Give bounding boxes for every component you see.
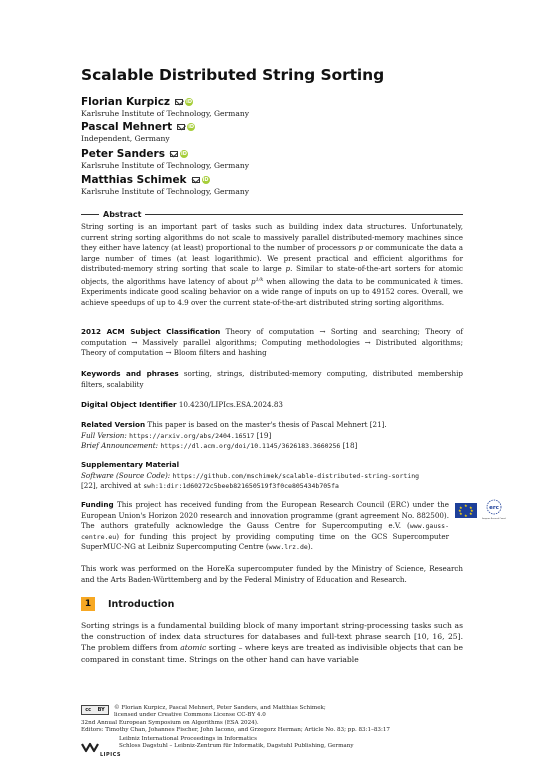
section-title: Introduction bbox=[108, 598, 175, 610]
related-version: Related Version This paper is based on the master's thesis of Pascal Mehnert [21]. Full Version: https://arxiv.org/abs/2404.16517 [19] Brief Announcement: https://dl.acm.org/doi/10.1145/3626183.3660256 [18] bbox=[81, 420, 387, 450]
divider bbox=[145, 214, 463, 215]
section-number: 1 bbox=[81, 597, 95, 611]
footer-conference: 32nd Annual European Symposium on Algorithms (ESA 2024). Editors: Timothy Chan, Johannes Fischer, John Iacono, and Grzegorz Herman; Article No. 83; pp. 83:1–83:17 bbox=[81, 720, 390, 733]
orcid-icon[interactable]: iD bbox=[202, 177, 209, 183]
brief-announcement-link[interactable]: https://dl.acm.org/doi/10.1145/3626183.3660256 bbox=[160, 442, 341, 450]
doi bbox=[81, 400, 463, 411]
abstract-label: Abstract bbox=[103, 209, 142, 219]
funding-extra: This work was performed on the HoreKa supercomputer funded by the Ministry of Science, Research and the Arts Baden-Württemberg and by the Federal Ministry of Education and Research. bbox=[81, 564, 463, 584]
supplementary-label: Supplementary Material bbox=[81, 460, 180, 469]
acm-classification: 2012 ACM Subject Classification Theory of computation → Sorting and searching; Theory of computation → Massively parallel algorithms; Computing methodologies → Distributed algorithms; Theory of computation → Bloom filters and hashing bbox=[81, 327, 463, 357]
doi-label: Digital Object Identifier bbox=[81, 400, 177, 409]
author-name: Florian Kurpicz bbox=[81, 96, 171, 108]
erc-logo-text: erc bbox=[489, 505, 499, 511]
related-label: Related Version bbox=[81, 420, 146, 429]
erc-logo-subtext: European Research Council bbox=[482, 518, 506, 520]
email-icon[interactable] bbox=[170, 151, 178, 157]
author-affiliation: Independent, Germany bbox=[81, 134, 170, 143]
acm-label: 2012 ACM Subject Classification bbox=[81, 327, 221, 336]
orcid-icon[interactable]: iD bbox=[181, 151, 187, 157]
keywords-label: Keywords and phrases bbox=[81, 369, 179, 378]
paper-title: Scalable Distributed String Sorting bbox=[81, 66, 385, 84]
author-name: Peter Sanders bbox=[81, 148, 165, 160]
orcid-icon[interactable]: iD bbox=[186, 99, 192, 105]
author-affiliation: Karlsruhe Institute of Technology, Germany bbox=[81, 187, 250, 196]
introduction-text: Sorting strings is a fundamental building block of many important string-processing tasks such as the construction of index data structures for databases and full-text phrase search [10, 16, 25]. The problem differs from atomic sorting – where keys are treated as indivisible objects that can be compared in constant time. Strings on the other hand can have variable bbox=[81, 621, 463, 664]
funding: Funding This project has received funding from the European Research Council (ERC) under the European Union's Horizon 2020 research and innovation programme (grant agreement No. 882500). The authors gratefully acknowledge the Gauss Centre for Supercomputing e.V. (www.gauss-centre.eu) for funding this project by providing computing time on the GCS Supercomputer SuperMUC-NG at Leibniz Supercomputing Centre (www.lrz.de). bbox=[81, 500, 449, 551]
email-icon[interactable] bbox=[177, 124, 185, 130]
section-heading bbox=[81, 597, 174, 611]
author-block bbox=[81, 174, 249, 196]
lrz-link[interactable]: www.lrz.de bbox=[268, 543, 308, 551]
swh-link[interactable]: swh:1:dir:1d60272c5beeb821650519f3f0ce805434b705fa bbox=[143, 482, 339, 490]
footer-copyright: © Florian Kurpicz, Pascal Mehnert, Peter Sanders, and Matthias Schimek; licensed under Creative Commons License CC-BY 4.0 bbox=[114, 705, 326, 718]
lipics-label: LIPICS bbox=[100, 752, 121, 758]
author-name: Matthias Schimek bbox=[81, 174, 187, 186]
cc-by-license-icon[interactable] bbox=[81, 705, 109, 715]
author-affiliation: Karlsruhe Institute of Technology, Germany bbox=[81, 109, 250, 118]
orcid-icon[interactable]: iD bbox=[188, 124, 195, 130]
abstract-text: String sorting is an important part of tasks such as building index data structures. Unfortunately, current string sorting algorithms do not scale to massively parallel distributed-memory machines since they either have latency (at least) proportional to the number of processors p or communicate the data a large number of times (at least logarithmic). We present practical and efficient algorithms for distributed-memory string sorting that scale to large p. Similar to state-of-the-art sorters for atomic objects, the algorithms have latency of about $p^{1/k}$ when allowing the data to be communicated k times. Experiments indicate good scaling behavior on a wide range of inputs on up to 49152 cores. Overall, we achieve speedups of up to 4.9 over the current state-of-the-art distributed string sorting algorithms. bbox=[81, 222, 463, 307]
erc-logo-icon bbox=[482, 498, 506, 522]
author-name: Pascal Mehnert bbox=[81, 121, 173, 133]
email-icon[interactable] bbox=[175, 99, 183, 105]
by-icon: BY bbox=[97, 707, 105, 713]
supplementary-material: Supplementary Material Software (Source Code): https://github.com/mschimek/scalable-distributed-string-sorting [22], archived at swh:1:dir:1d60272c5beeb821650519f3f0ce805434b705fa bbox=[81, 460, 420, 490]
divider bbox=[81, 214, 99, 215]
gauss-link[interactable]: www.gauss-centre.eu bbox=[81, 522, 449, 541]
keywords: Keywords and phrases sorting, strings, distributed-memory computing, distributed membership filters, scalability bbox=[81, 369, 463, 389]
author-block bbox=[81, 96, 249, 118]
funding-label: Funding bbox=[81, 500, 114, 509]
source-code-link[interactable]: https://github.com/mschimek/scalable-distributed-string-sorting bbox=[172, 471, 420, 480]
doi-link[interactable]: 10.4230/LIPIcs.ESA.2024.83 bbox=[178, 400, 283, 409]
author-block bbox=[81, 148, 249, 170]
email-icon[interactable] bbox=[192, 177, 200, 183]
author-affiliation: Karlsruhe Institute of Technology, Germany bbox=[81, 161, 250, 170]
eu-flag-icon: ★ ★ ★ ★ ★ ★ ★ ★ bbox=[455, 503, 477, 518]
abstract-heading bbox=[81, 208, 463, 220]
footer-publisher: Leibniz International Proceedings in Informatics Schloss Dagstuhl – Leibniz-Zentrum für Informatik, Dagstuhl Publishing, Germany bbox=[119, 736, 354, 749]
author-block bbox=[81, 121, 195, 143]
cc-icon: cc bbox=[85, 707, 92, 713]
full-version-link[interactable]: https://arxiv.org/abs/2404.16517 bbox=[129, 431, 255, 440]
